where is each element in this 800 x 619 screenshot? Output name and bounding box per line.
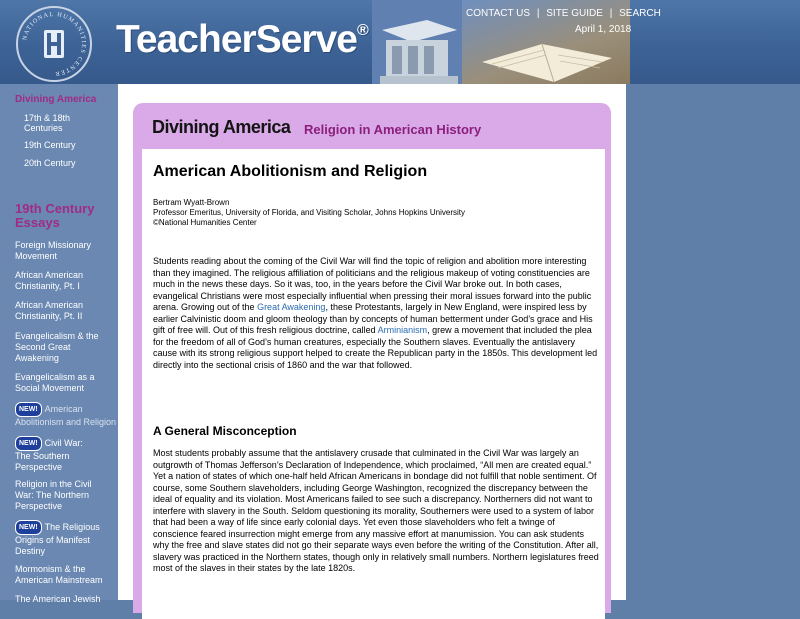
paragraph-text: Students reading about the coming of the Civil War will find the topic of religion and abolition more interesting than they imagined. The religious affiliation of politicians and the religious makeup of voting constituencies are much in the news these days. So it was, too, in the years before the Civil War broke out. In both cases, evangelical Christians were most especially influential when pressing their moral issues forward into the public arena. Growing out of the [153, 256, 592, 312]
sidebar-essay-label: The Religious Origins of Manifest Destiny [15, 522, 100, 556]
arminianism-link[interactable]: Arminianism [377, 325, 428, 335]
sidebar-essay-item[interactable]: Evangelicalism & the Second Great Awakening [15, 331, 99, 363]
page-date: April 1, 2018 [575, 24, 632, 35]
sidebar-essay-item[interactable]: Religion in the Civil War: The Northern Perspective [15, 479, 92, 511]
essays-heading: 19th Century Essays [15, 201, 95, 230]
sidebar-essay-item[interactable]: African American Christianity, Pt. II [15, 300, 84, 321]
sidebar-essay-label: Civil War: The Southern Perspective [15, 438, 83, 472]
sidebar-essay-item-new[interactable] [15, 402, 117, 428]
paragraph-text: , these Protestants, largely in New England, were inspired less by earlier Calvinistic doom and gloom theology than by concepts of human betterment under God’s grace and His gift of free will. Out of this fresh religious doctrine, called [153, 302, 593, 335]
sidebar-link-17th-18th-centuries[interactable]: 17th & 18th Centuries [24, 113, 71, 133]
article-title: American Abolitionism and Religion [153, 163, 428, 180]
sidebar-link-20th-century[interactable]: 20th Century [24, 158, 76, 168]
sidebar-essay-label: American Abolitionism and Religion [15, 404, 117, 427]
search-link[interactable]: SEARCH [619, 8, 661, 19]
sidebar-essay-item-new[interactable] [15, 436, 95, 473]
intro-paragraph [153, 256, 601, 371]
right-margin [626, 84, 800, 600]
top-nav [466, 8, 661, 19]
site-brand[interactable] [116, 18, 368, 62]
great-awakening-link[interactable]: Great Awakening [257, 302, 326, 312]
new-badge: NEW! [15, 520, 42, 535]
sidebar-essay-item-new[interactable] [15, 520, 110, 557]
brand-name: TeacherServe [116, 18, 357, 61]
site-header [0, 0, 800, 84]
sidebar-essay-item[interactable]: Foreign Missionary Movement [15, 240, 92, 261]
registered-mark: ® [356, 22, 368, 39]
copyright-notice: ©National Humanities Center [153, 218, 257, 227]
paragraph-text: , grew a movement that included the plea for the freedom of all of God’s human creatures, especially the Southern slaves. Eventually the antislavery cause with its strong religious support helped to create the Republican party in the 1850s. This development led directly into the sectional crisis of 1860 and the war that followed. [153, 325, 598, 370]
author-affiliation: Professor Emeritus, University of Florida, and Visiting Scholar, Johns Hopkins University [153, 208, 465, 217]
banner-subtitle: Religion in American History [304, 122, 482, 137]
sidebar-essay-item[interactable]: African American Christianity, Pt. I [15, 270, 84, 291]
new-badge: NEW! [15, 436, 42, 451]
section-heading: A General Misconception [153, 424, 297, 438]
nav-separator: | [609, 8, 613, 19]
contact-us-link[interactable]: CONTACT US [466, 8, 531, 19]
nav-separator: | [536, 8, 540, 19]
banner-title: Divining America [152, 117, 291, 137]
left-sidebar [0, 84, 118, 604]
sidebar-link-19th-century[interactable]: 19th Century [24, 140, 76, 150]
svg-text:NATIONAL HUMANITIES CENTER: NATIONAL HUMANITIES CENTER [21, 10, 88, 78]
new-badge: NEW! [15, 402, 42, 417]
sidebar-essay-item[interactable]: Mormonism & the American Mainstream [15, 564, 103, 585]
site-guide-link[interactable]: SITE GUIDE [546, 8, 603, 19]
sidebar-essay-item[interactable]: The American Jewish [15, 594, 101, 604]
sidebar-essay-item[interactable]: Evangelicalism as a Social Movement [15, 372, 95, 393]
author-name: Bertram Wyatt-Brown [153, 198, 230, 207]
nhc-logo[interactable] [16, 6, 92, 82]
sidebar-link-divining-america[interactable]: Divining America [15, 94, 97, 105]
building-illustration [372, 0, 462, 84]
misconception-paragraph: Most students probably assume that the antislavery crusade that culminated in the Civil War was largely an outgrowth of Thomas Jefferson’s Declaration of Independence, which proclaimed, “All men are created equal.” Yet a nation of states of which one-half held African Americans in bondage did not fulfill that noble sentiment. Of course, some Southern slaveholders, including George Washington, recognized the discrepancy between the ideal of equality and its violation. Most Americans failed to see such a discrepancy. Northerners did not want to interfere with slavery in the South. Seldom questioning its morality, Southerners were used to a system of labor that had been a way of life since early colonial days. Yet even those slaveholders who felt a twinge of conscience feared insurrection might emerge from any massive effort at manumission. You can ask students why the free and slave states did not go their separate ways even before the writing of the Constitution. After all, slavery was practiced in the Northern states, though only in relatively small numbers. Northern legislatures freed most of the slaves in their states by the late 1820s. [153, 448, 599, 573]
